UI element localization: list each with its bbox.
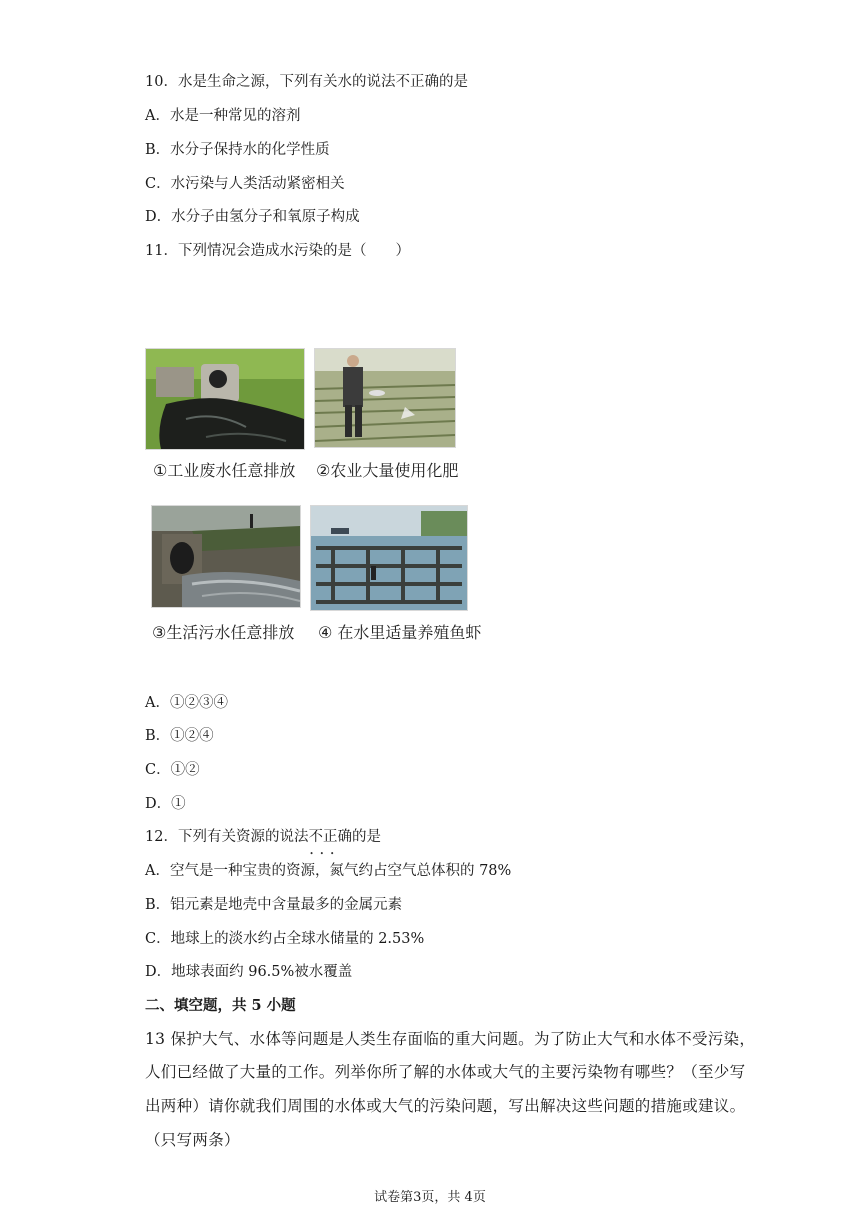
q11-stem: 11．下列情况会造成水污染的是（ ）	[145, 243, 410, 259]
q12-stem-start: 12．下列有关资源的说法	[145, 829, 309, 845]
photo-fertilizer	[314, 348, 456, 448]
q12-stem-end: 的是	[351, 829, 381, 845]
photo-domestic-sewage	[151, 505, 301, 608]
q13-line-3: 出两种）请你就我们周围的水体或大气的污染问题，写出解决这些问题的措施或建议。	[145, 1097, 746, 1115]
q11-option-a: A．①②③④	[145, 695, 228, 711]
q12-option-a: A．空气是一种宝贵的资源，氮气约占空气总体积的 78%	[145, 863, 512, 879]
caption-1: ①工业废水任意排放	[153, 461, 296, 480]
page-footer: 试卷第3页，共 4页	[374, 1190, 486, 1205]
q13-line-1: 13 保护大气、水体等问题是人类生存面临的重大问题。为了防止大气和水体不受污染，	[145, 1030, 756, 1048]
photo-fish-farming	[310, 505, 468, 611]
q13-line-2: 人们已经做了大量的工作。列举你所了解的水体或大气的主要污染物有哪些？（至少写	[145, 1063, 746, 1081]
q11-option-b: B．①②④	[145, 728, 214, 744]
q11-option-d: D．①	[145, 796, 186, 812]
photo-industrial-wastewater	[145, 348, 305, 450]
caption-4: ④ 在水里适量养殖鱼虾	[318, 623, 482, 642]
q12-emphasis: 不正确 • • •	[308, 827, 352, 847]
q10-option-d: D．水分子由氢分子和氧原子构成	[145, 209, 360, 225]
q12-option-b: B．铝元素是地壳中含量最多的金属元素	[145, 897, 403, 913]
caption-2: ②农业大量使用化肥	[316, 461, 459, 480]
q10-option-a: A．水是一种常见的溶剂	[145, 108, 301, 124]
caption-3: ③生活污水任意排放	[152, 623, 295, 642]
q13-line-4: （只写两条）	[145, 1131, 240, 1149]
q10-option-b: B．水分子保持水的化学性质	[145, 142, 330, 158]
q12-stem	[145, 827, 381, 847]
q10-option-c: C．水污染与人类活动紧密相关	[145, 176, 345, 192]
q12-option-d: D．地球表面约 96.5%被水覆盖	[145, 964, 353, 980]
section-heading: 二、填空题，共 5 小题	[145, 997, 296, 1014]
q11-option-c: C．①②	[145, 762, 200, 778]
q12-option-c: C．地球上的淡水约占全球水储量的 2.53%	[145, 931, 425, 947]
q10-stem: 10．水是生命之源，下列有关水的说法不正确的是	[145, 74, 468, 90]
